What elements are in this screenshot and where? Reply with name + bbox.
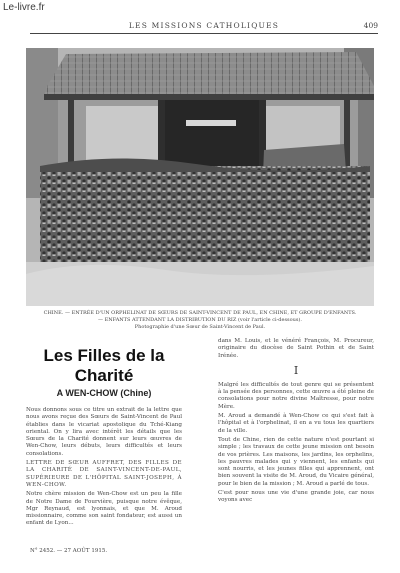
journal-title: LES MISSIONS CATHOLIQUES — [128, 21, 280, 30]
issue-footer: N° 2452. — 27 AOÛT 1915. — [30, 548, 108, 554]
watermark-logo: Le-livre.fr — [3, 2, 45, 13]
article-title: Les Filles de la Charité — [43, 346, 165, 385]
caption-line: CHINE. — ENTRÉE D'UN ORPHELINAT DE SŒURS DE SAINT-VINCENT DE PAUL, EN CHINE, ET GROUPE D'ENFANTS. — [43, 310, 357, 316]
body-paragraph: Tout de Chine, rien de cette nature n'est pourtant si simple ; les travaux de cette jeune mission ont besoin de vos prières. Les maisons, les jardins, les orphelins, les pauvres malades qui y viennent, les enfants qui sont nourris, et les jeunes filles qui apprennent, ont bien souvent la visite de M. Aroud, du Vicaire général, pour le bien de la mission ; M. Aroud a parlé de tous. — [218, 436, 374, 487]
body-paragraph: M. Aroud a demandé à Wen-Chow ce qui s'est fait à l'hôpital et à l'orphelinat, il en a vu tous les quartiers de la ville. — [218, 413, 374, 434]
photo-caption — [40, 310, 360, 331]
article-subtitle: A WEN-CHOW (Chine) — [56, 388, 152, 398]
letter-heading: LETTRE DE SŒUR AUFFRET, DES FILLES DE LA CHARITÉ DE SAINT-VINCENT-DE-PAUL, SUPÉRIEURE DE L'HÔPITAL SAINT-JOSEPH, À WEN-CHOW. — [26, 460, 182, 488]
article-intro: Nous donnons sous ce titre un extrait de la lettre que nous avons reçue des Sœurs de Saint-Vincent de Paul établies dans le vicariat apostolique du Tché-Kiang oriental. On y lira avec intérêt les détails que les Sœurs de la Charité donnent sur leurs œuvres de Wen-Chow, leurs débuts, leurs difficultés et leurs consolations. — [26, 407, 182, 457]
body-paragraph: Notre chère mission de Wen-Chow est un peu la fille de Notre Dame de Fourvière, puisque notre évêque, Mgr Reynaud, est lyonnais, et que M. Aroud missionnaire, comme son saint fondateur, est aussi un enfant de Lyon... — [26, 491, 182, 527]
page-number: 409 — [363, 21, 378, 30]
photograph — [26, 48, 374, 306]
running-head — [30, 21, 378, 34]
photograph-orphanage-entrance — [26, 48, 374, 306]
caption-line: Photographie d'une Sœur de Saint-Vincent de Paul. — [134, 324, 266, 330]
caption-line: — ENFANTS ATTENDANT LA DISTRIBUTION DU RIZ (voir l'article ci-dessous). — [98, 317, 302, 323]
article-column-left — [26, 338, 182, 530]
article-column-right — [218, 338, 374, 507]
section-marker: I — [293, 363, 299, 377]
body-paragraph: C'est pour nous une vie d'une grande joie, car nous voyons avec — [218, 490, 374, 504]
body-paragraph: dans M. Louis, et le vénéré François, M. Procureur, originaire du diocèse de Saint Pothin et de Saint Irénée. — [218, 338, 374, 359]
body-paragraph: Malgré les difficultés de tout genre qui se présentent à la pensée des personnes, cette œuvre a été pleine de consolations pour notre divine Maîtresse, pour notre Mère. — [218, 381, 374, 410]
